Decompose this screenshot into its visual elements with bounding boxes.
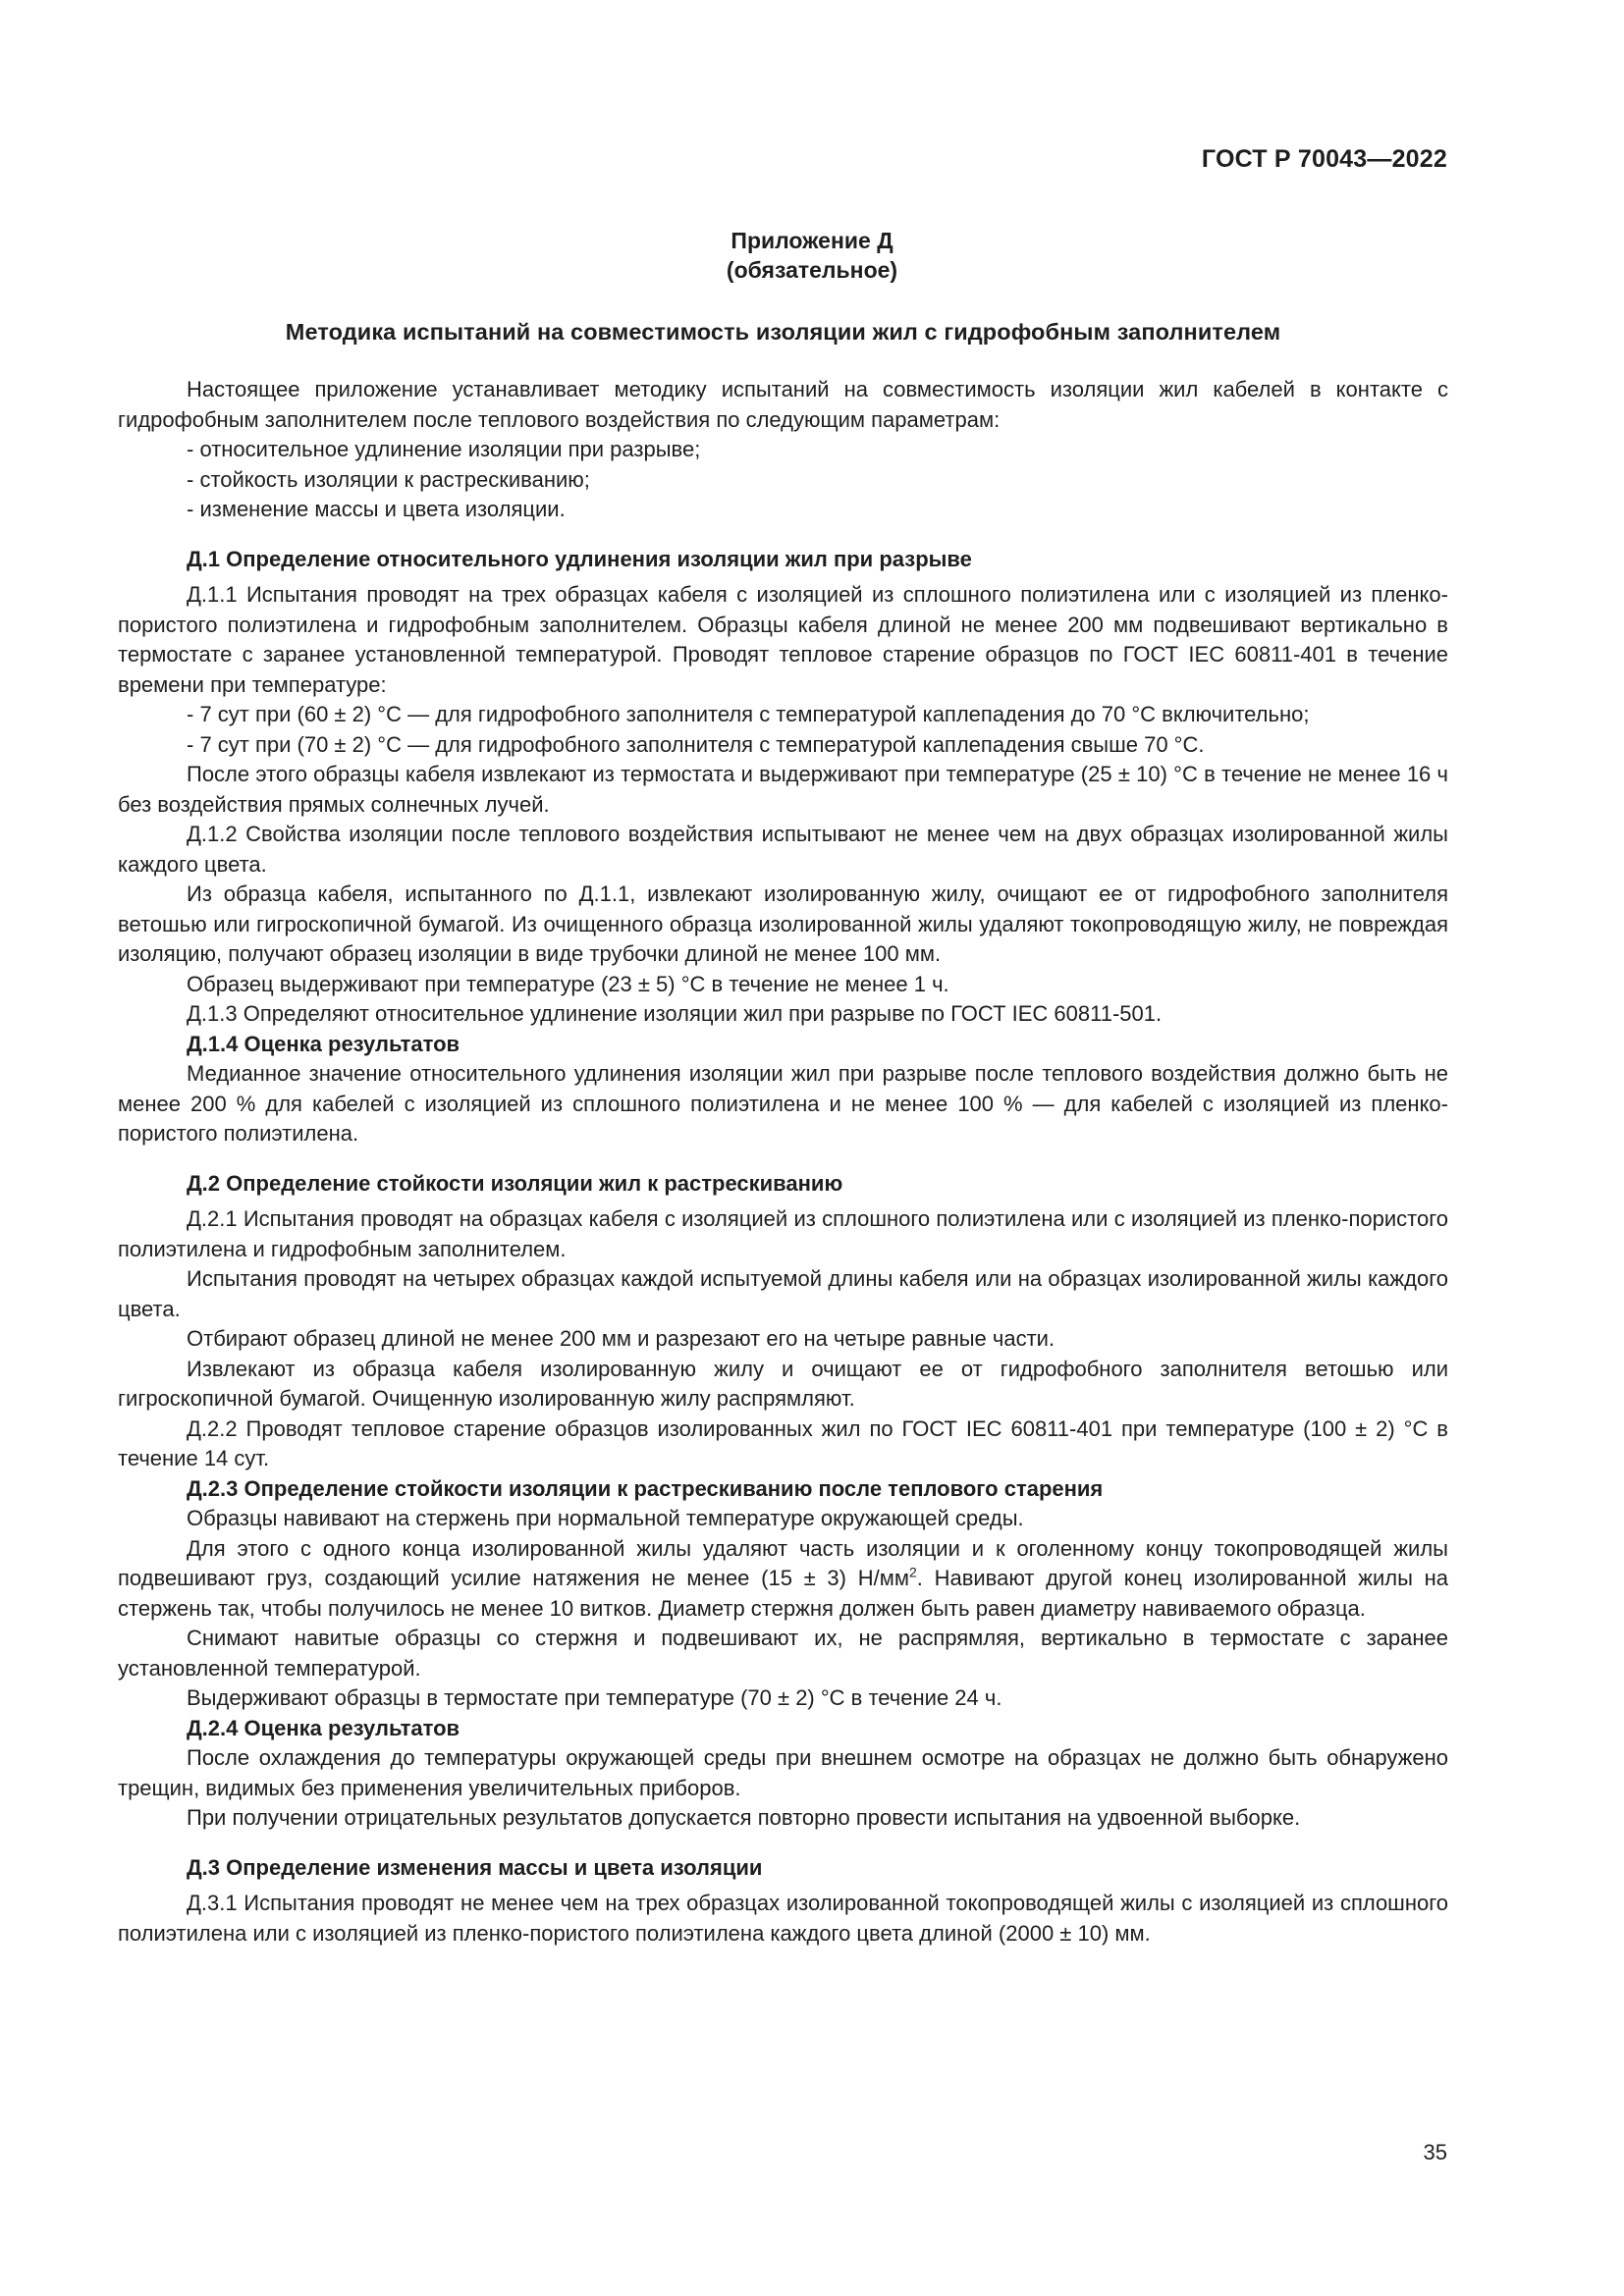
paragraph: Д.2.2 Проводят тепловое старение образцов изолированных жил по ГОСТ IEC 60811-401 при температуре (100 ± 2) °С в течение 14 сут. (118, 1415, 1448, 1470)
paragraph: При получении отрицательных результатов допускается повторно провести испытания на удвоенной выборке. (187, 1805, 1301, 1830)
superscript: 2 (908, 1564, 917, 1580)
subsection-heading: Д.2.3 Определение стойкости изоляции к растрескиванию после теплового старения (187, 1475, 1104, 1501)
paragraph: Выдерживают образцы в термостате при температуре (70 ± 2) °С в течение 24 ч. (187, 1685, 1002, 1710)
paragraph: После охлаждения до температуры окружающей среды при внешнем осмотре на образцах не должно быть обнаружено трещин, видимых без применения увеличительных приборов. (118, 1745, 1448, 1800)
paragraph: Д.2.1 Испытания проводят на образцах кабеля с изоляцией из сплошного полиэтилена или с изоляцией из пленко-пористого полиэтилена и гидрофобным заполнителем. (118, 1206, 1448, 1261)
paragraph: Образцы навивают на стержень при нормальной температуре окружающей среды. (187, 1506, 1024, 1530)
document-body (118, 316, 1448, 1949)
paragraph: Д.1.2 Свойства изоляции после теплового воздействия испытывают не менее чем на двух образцах изолированной жилы каждого цвета. (118, 822, 1448, 877)
subsection-heading: Д.1.4 Оценка результатов (187, 1031, 460, 1056)
intro-list-item: - относительное удлинение изоляции при разрыве; (187, 437, 701, 461)
section-heading-d3: Д.3 Определение изменения массы и цвета изоляции (187, 1854, 763, 1880)
paragraph: Д.1.3 Определяют относительное удлинение изоляции жил при разрыве по ГОСТ IEC 60811-501. (187, 1001, 1163, 1026)
paragraph (118, 1534, 1448, 1625)
paragraph: Извлекают из образца кабеля изолированную жилу и очищают ее от гидрофобного заполнителя ветошью или гигроскопичной бумагой. Очищенную изолированную жилу распрямляют. (118, 1356, 1448, 1411)
paragraph: - 7 сут при (60 ± 2) °С — для гидрофобного заполнителя с температурой каплепадения до 70 °С включительно; (187, 702, 1310, 726)
intro-list-item: - изменение массы и цвета изоляции. (187, 497, 566, 521)
paragraph: Испытания проводят на четырех образцах каждой испытуемой длины кабеля или на образцах изолированной жилы каждого цвета. (118, 1266, 1448, 1321)
annex-title: Приложение Д (731, 228, 893, 253)
paragraph: Медианное значение относительного удлинения изоляции жил при разрыве после теплового воздействия должно быть не менее 200 % для кабелей с изоляцией из сплошного полиэтилена и не менее 100 % — для кабелей с изоляцией из пленко-пористого полиэтилена. (118, 1061, 1448, 1146)
paragraph: Из образца кабеля, испытанного по Д.1.1, извлекают изолированную жилу, очищают ее от гидрофобного заполнителя ветошью или гигроскопичной бумагой. Из очищенного образца изолированной жилы удаляют токопроводящую жилу, не повреждая изоляцию, получают образец изоляции в виде трубочки длиной не менее 100 мм. (118, 881, 1448, 966)
paragraph: Д.3.1 Испытания проводят не менее чем на трех образцах изолированной токопроводящей жилы с изоляцией из сплошного полиэтилена или с изоляцией из пленко-пористого полиэтилена каждого цвета длиной (2000 ± 10) мм. (118, 1891, 1448, 1946)
paragraph-text: . Навивают другой конец изолированной жилы на стержень так, чтобы получилось не менее 10 витков. Диаметр стержня должен быть равен диаметру навиваемого образца. (118, 1566, 1448, 1621)
paragraph: - 7 сут при (70 ± 2) °С — для гидрофобного заполнителя с температурой каплепадения свыше 70 °С. (187, 731, 1205, 757)
paragraph: Образец выдерживают при температуре (23 ± 5) °С в течение не менее 1 ч. (187, 971, 949, 996)
paragraph-text: Для этого с одного конца изолированной жилы удаляют часть изоляции и к оголенному концу токопроводящей жилы подвешивают груз, создающий усилие натяжения не менее (15 ± 3) Н/мм (118, 1535, 1448, 1590)
intro-list-item: - стойкость изоляции к растрескиванию; (187, 466, 590, 492)
annex-header (0, 226, 1624, 285)
document-code: ГОСТ Р 70043—2022 (1201, 145, 1447, 173)
annex-heading: Методика испытаний на совместимость изоляции жил с гидрофобным заполнителем (285, 319, 1281, 345)
page-number: 35 (1423, 2140, 1447, 2164)
intro-paragraph: Настоящее приложение устанавливает методику испытаний на совместимость изоляции жил кабелей в контакте с гидрофобным заполнителем после теплового воздействия по следующим параметрам: (118, 377, 1448, 432)
paragraph: Д.1.1 Испытания проводят на трех образцах кабеля с изоляцией из сплошного полиэтилена или с изоляцией из пленко-пористого полиэтилена и гидрофобным заполнителем. Образцы кабеля длиной не менее 200 мм подвешивают вертикально в термостате с заранее установленной температурой. Проводят тепловое старение образцов по ГОСТ IEC 60811-401 в течение времени при температуре: (118, 582, 1448, 697)
section-heading-d1: Д.1 Определение относительного удлинения изоляции жил при разрыве (187, 546, 972, 571)
paragraph: После этого образцы кабеля извлекают из термостата и выдерживают при температуре (25 ± 10) °С в течение не менее 16 ч без воздействия прямых солнечных лучей. (118, 762, 1448, 817)
paragraph: Отбирают образец длиной не менее 200 мм и разрезают его на четыре равные части. (187, 1326, 1056, 1351)
paragraph: Снимают навитые образцы со стержня и подвешивают их, не распрямляя, вертикально в термостате с заранее установленной температурой. (118, 1626, 1448, 1681)
section-heading-d2: Д.2 Определение стойкости изоляции жил к растрескиванию (187, 1170, 843, 1196)
annex-status: (обязательное) (726, 257, 898, 283)
subsection-heading: Д.2.4 Оценка результатов (187, 1715, 460, 1740)
